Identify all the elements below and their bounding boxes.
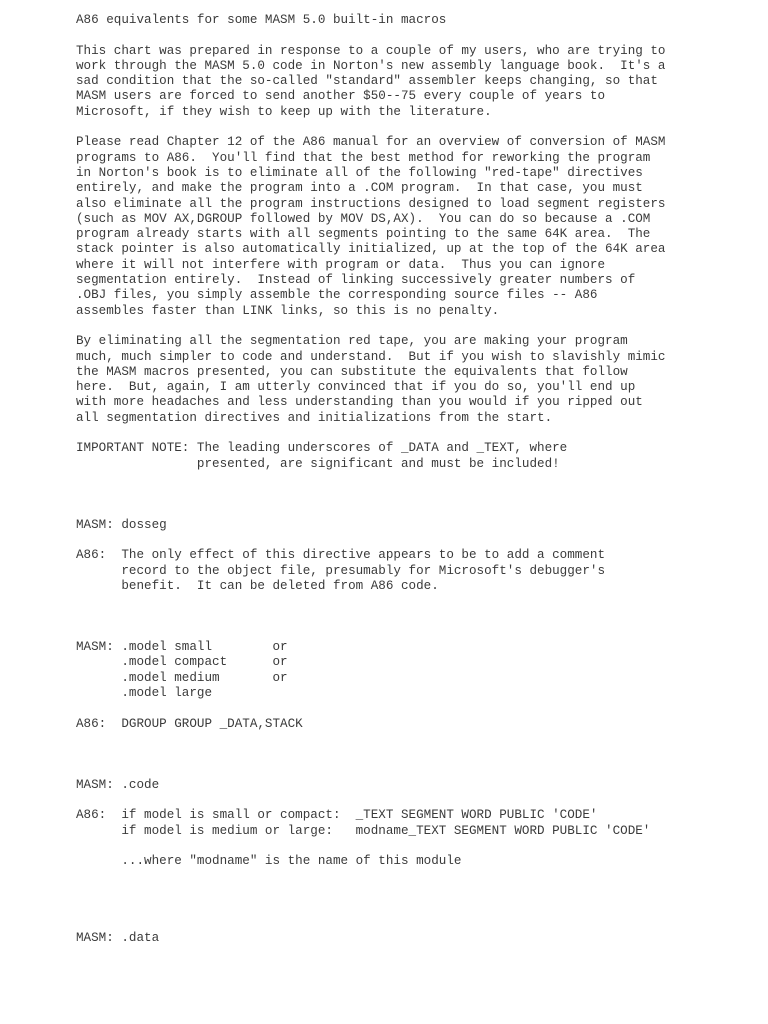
document-line: MASM: .data <box>76 930 160 945</box>
document-line: stack pointer is also automatically initialized, up at the top of the 64K area <box>76 242 666 257</box>
document-line <box>76 28 665 43</box>
document-line <box>76 426 665 441</box>
document-line: if model is medium or large: modname_TEXT SEGMENT WORD PUBLIC 'CODE' <box>76 823 651 838</box>
document-line <box>76 120 665 135</box>
document-line: .model medium or <box>76 670 288 685</box>
document-line: with more headaches and less understanding than you would if you ripped out <box>76 395 643 410</box>
document-line: much, much simpler to code and understand. But if you wish to slavishly mimic <box>76 349 666 364</box>
document-line: benefit. It can be deleted from A86 code. <box>76 578 439 593</box>
document-line: segmentation entirely. Instead of linking successively greater numbers of <box>76 273 636 288</box>
document-line <box>76 610 665 625</box>
document-line: where it will not interfere with program or data. Thus you can ignore <box>76 257 606 272</box>
document-line: MASM users are forced to send another $50--75 every couple of years to <box>76 89 606 104</box>
document-line: IMPORTANT NOTE: The leading underscores of _DATA and _TEXT, where <box>76 441 568 456</box>
document-line <box>76 319 665 334</box>
document-line: A86 equivalents for some MASM 5.0 built-in macros <box>76 13 447 27</box>
document-line <box>76 625 665 640</box>
document-line <box>76 916 665 931</box>
document-line <box>76 793 665 808</box>
document-line: This chart was prepared in response to a couple of my users, who are trying to <box>76 43 666 58</box>
document-line: programs to A86. You'll find that the best method for reworking the program <box>76 150 651 165</box>
document-line: presented, are significant and must be included! <box>76 456 560 471</box>
document-line <box>76 503 665 518</box>
document-line: entirely, and make the program into a .COM program. In that case, you must <box>76 181 643 196</box>
document-line: work through the MASM 5.0 code in Norton's new assembly language book. It's a <box>76 58 666 73</box>
document-line <box>76 594 665 609</box>
document-line: here. But, again, I am utterly convinced that if you do so, you'll end up <box>76 380 636 395</box>
document-text <box>76 13 665 946</box>
document-line: .OBJ files, you simply assemble the corresponding source files -- A86 <box>76 288 598 303</box>
document-line: A86: if model is small or compact: _TEXT SEGMENT WORD PUBLIC 'CODE' <box>76 808 598 823</box>
document-line <box>76 747 665 762</box>
document-line: Please read Chapter 12 of the A86 manual for an overview of conversion of MASM <box>76 135 666 150</box>
document-line <box>76 487 665 502</box>
document-line: record to the object file, presumably for Microsoft's debugger's <box>76 563 606 578</box>
document-line: ...where "modname" is the name of this module <box>76 854 462 869</box>
document-line: also eliminate all the program instructions designed to load segment registers <box>76 196 666 211</box>
document-line <box>76 763 665 778</box>
document-line: .model compact or <box>76 655 288 670</box>
document-line: A86: DGROUP GROUP _DATA,STACK <box>76 716 303 731</box>
document-line <box>76 870 665 885</box>
document-line: (such as MOV AX,DGROUP followed by MOV DS,AX). You can do so because a .COM <box>76 211 651 226</box>
document-line: Microsoft, if they wish to keep up with the literature. <box>76 104 492 119</box>
document-line: assembles faster than LINK links, so this is no penalty. <box>76 303 500 318</box>
document-line: the MASM macros presented, you can substitute the equivalents that follow <box>76 364 628 379</box>
document-line <box>76 885 665 900</box>
document-line: .model large <box>76 686 213 701</box>
document-line <box>76 701 665 716</box>
document-line: A86: The only effect of this directive appears to be to add a comment <box>76 548 606 563</box>
document-line <box>76 839 665 854</box>
document-line: MASM: dosseg <box>76 517 167 532</box>
document-line <box>76 533 665 548</box>
document-line: all segmentation directives and initializations from the start. <box>76 410 553 425</box>
document-line: sad condition that the so-called "standard" assembler keeps changing, so that <box>76 74 658 89</box>
document-line <box>76 900 665 915</box>
document-line: MASM: .model small or <box>76 640 288 655</box>
document-line: program already starts with all segments pointing to the same 64K area. The <box>76 227 651 242</box>
document-line <box>76 732 665 747</box>
document-line: in Norton's book is to eliminate all of the following "red-tape" directives <box>76 165 643 180</box>
document-line: MASM: .code <box>76 777 160 792</box>
document-line <box>76 472 665 487</box>
document-line: By eliminating all the segmentation red tape, you are making your program <box>76 334 628 349</box>
